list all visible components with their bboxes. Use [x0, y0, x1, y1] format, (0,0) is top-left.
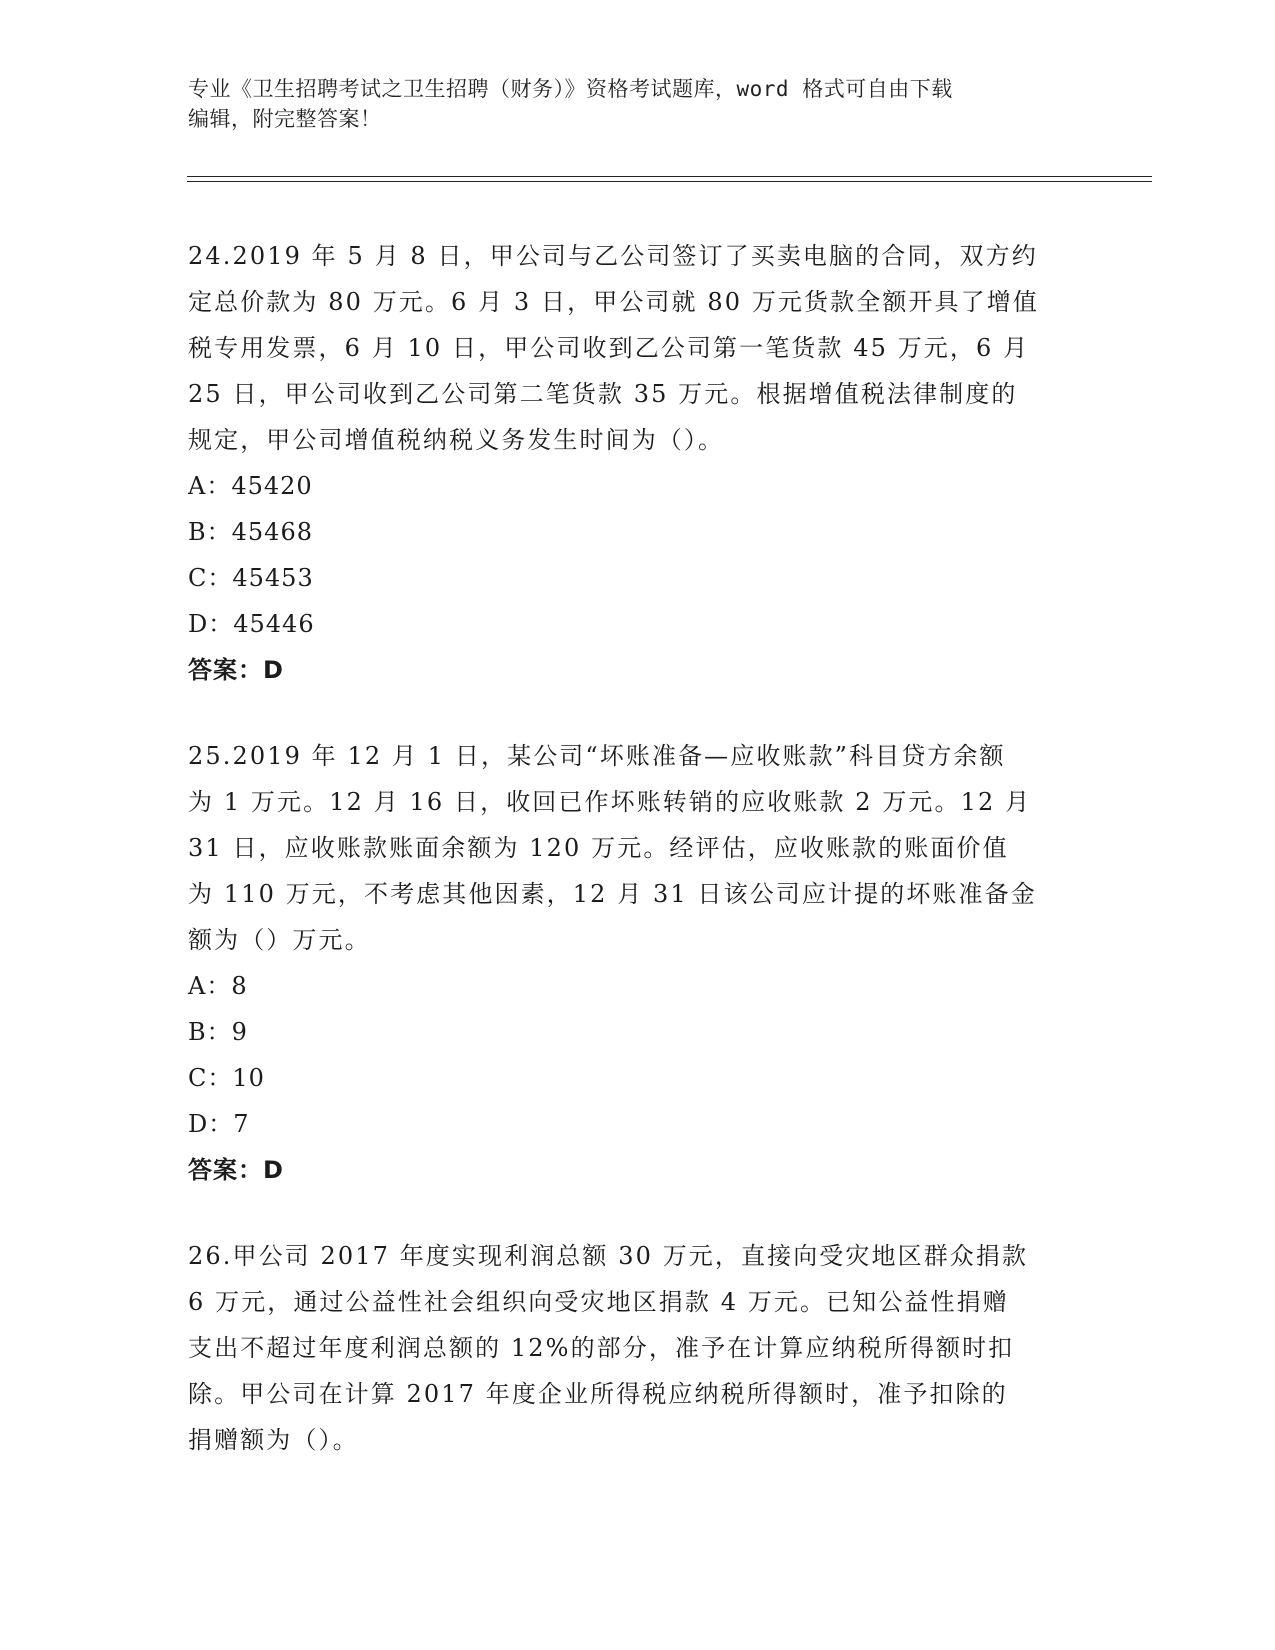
header-line: 编辑，附完整答案！	[188, 107, 382, 131]
document-header	[188, 74, 1068, 134]
option-d: D：7	[188, 1110, 250, 1138]
question-line: 6 万元，通过公益性社会组织向受灾地区捐款 4 万元。已知公益性捐赠	[188, 1288, 1009, 1316]
question-line: 额为（）万元。	[188, 926, 371, 954]
question-line: 25.2019 年 12 月 1 日，某公司“坏账准备—应收账款”科目贷方余额	[188, 742, 1006, 770]
option-c: C：10	[188, 1064, 265, 1092]
question-line: 25 日，甲公司收到乙公司第二笔货款 35 万元。根据增值税法律制度的	[188, 380, 1018, 408]
option-c: C：45453	[188, 564, 314, 592]
question-block	[188, 1233, 1083, 1463]
question-line: 税专用发票，6 月 10 日，甲公司收到乙公司第一笔货款 45 万元，6 月	[188, 334, 1030, 362]
option-a: A：8	[188, 972, 248, 1000]
answer-line: 答案：D	[188, 656, 284, 684]
option-d: D：45446	[188, 610, 315, 638]
question-line: 26.甲公司 2017 年度实现利润总额 30 万元，直接向受灾地区群众捐款	[188, 1242, 1029, 1270]
question-block	[188, 233, 1083, 693]
question-line: 捐赠额为（）。	[188, 1426, 359, 1454]
option-b: B：45468	[188, 518, 313, 546]
question-line: 24.2019 年 5 月 8 日，甲公司与乙公司签订了买卖电脑的合同，双方约	[188, 242, 1038, 270]
question-block	[188, 733, 1083, 1193]
question-line: 为 1 万元。12 月 16 日，收回已作坏账转销的应收账款 2 万元。12 月	[188, 788, 1032, 816]
option-b: B：9	[188, 1018, 248, 1046]
question-line: 为 110 万元，不考虑其他因素，12 月 31 日该公司应计提的坏账准备金	[188, 880, 1037, 908]
answer-line: 答案：D	[188, 1156, 284, 1184]
question-line: 规定，甲公司增值税纳税义务发生时间为（）。	[188, 426, 725, 454]
question-line: 除。甲公司在计算 2017 年度企业所得税应纳税所得额时，准予扣除的	[188, 1380, 1008, 1408]
header-line: 专业《卫生招聘考试之卫生招聘（财务）》资格考试题库，word 格式可自由下载	[188, 77, 953, 101]
header-divider	[187, 176, 1152, 177]
question-line: 支出不超过年度利润总额的 12%的部分，准予在计算应纳税所得额时扣	[188, 1334, 1015, 1362]
question-line: 31 日，应收账款账面余额为 120 万元。经评估，应收账款的账面价值	[188, 834, 1009, 862]
question-line: 定总价款为 80 万元。6 月 3 日，甲公司就 80 万元货款全额开具了增值	[188, 288, 1039, 316]
header-divider	[187, 181, 1152, 182]
option-a: A：45420	[188, 472, 313, 500]
